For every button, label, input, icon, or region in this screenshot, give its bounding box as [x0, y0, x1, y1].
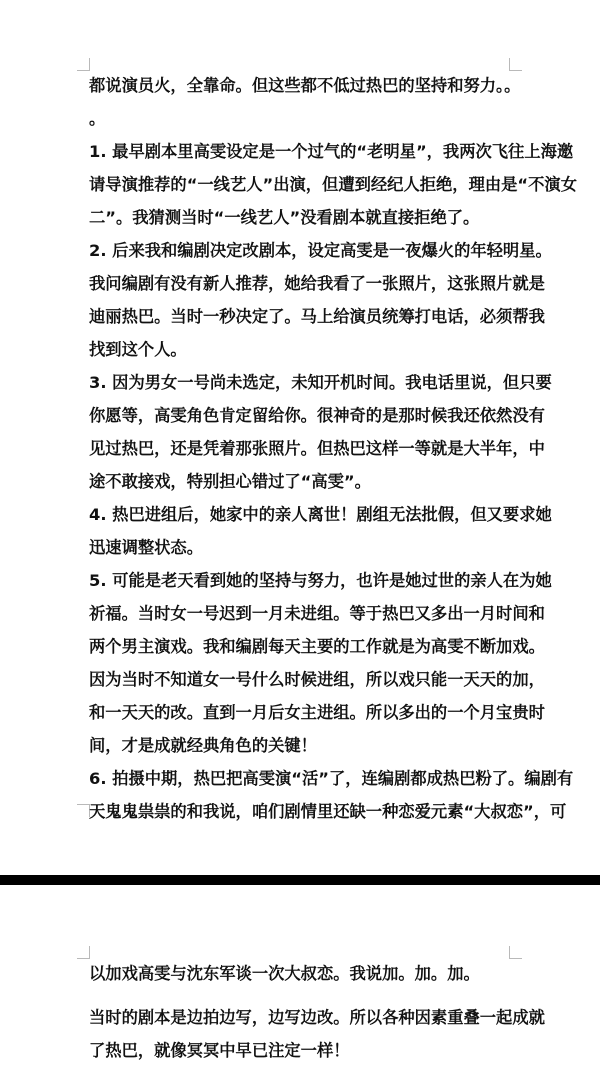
paragraph-gap [89, 996, 531, 1007]
page-corner-mark [77, 946, 90, 959]
text-line: 我问编剧有没有新人推荐，她给我看了一张照片，这张照片就是 [89, 274, 545, 293]
document-page-2 [0, 885, 600, 1081]
page-1-text [89, 75, 577, 834]
text-line: 迅速调整状态。 [89, 538, 203, 557]
page-corner-mark [77, 58, 90, 71]
page-separator [0, 875, 600, 885]
text-line: 天鬼鬼祟祟的和我说，咱们剧情里还缺一种恋爱元素“大叔恋”，可 [89, 802, 567, 821]
text-line: 4. 热巴进组后，她家中的亲人离世！剧组无法批假，但又要求她 [89, 505, 552, 524]
text-line: 和一天天的改。直到一月后女主进组。所以多出的一个月宝贵时 [89, 703, 545, 722]
text-line: 你愿等，高雯角色肯定留给你。很神奇的是那时候我还依然没有 [89, 406, 545, 425]
text-line: 请导演推荐的“一线艺人”出演，但遭到经纪人拒绝，理由是“不演女 [89, 175, 577, 194]
text-line: 迪丽热巴。当时一秒决定了。马上给演员统筹打电话，必须帮我 [89, 307, 545, 326]
text-line: 途不敢接戏，特别担心错过了“高雯”。 [89, 472, 371, 491]
text-line: 2. 后来我和编剧决定改剧本，设定高雯是一夜爆火的年轻明星。 [89, 241, 552, 260]
text-line: 祈福。当时女一号迟到一月未进组。等于热巴又多出一月时间和 [89, 604, 545, 623]
page-corner-mark [509, 946, 522, 959]
text-line: 间，才是成就经典角色的关键！ [89, 736, 317, 755]
page-corner-mark [509, 58, 522, 71]
text-line: 以加戏高雯与沈东军谈一次大叔恋。我说加。加。加。 [89, 964, 480, 983]
text-line: 1. 最早剧本里高雯设定是一个过气的“老明星”，我两次飞往上海邀 [89, 142, 574, 161]
text-line: 都说演员火，全靠命。但这些都不低过热巴的坚持和努力。。 [89, 76, 521, 95]
page-2-text [89, 963, 545, 1062]
text-line: 3. 因为男女一号尚未选定，未知开机时间。我电话里说，但只要 [89, 373, 552, 392]
text-line: 两个男主演戏。我和编剧每天主要的工作就是为高雯不断加戏。 [89, 637, 545, 656]
text-line: 见过热巴，还是凭着那张照片。但热巴这样一等就是大半年，中 [89, 439, 545, 458]
text-line: 二”。我猜测当时“一线艺人”没看剧本就直接拒绝了。 [89, 208, 480, 227]
text-line: 找到这个人。 [89, 340, 187, 359]
text-line: 了热巴，就像冥冥中早已注定一样！ [89, 1041, 350, 1060]
text-line: 5. 可能是老天看到她的坚持与努力，也许是她过世的亲人在为她 [89, 571, 552, 590]
text-line: 。 [89, 109, 106, 128]
text-line: 因为当时不知道女一号什么时候进组，所以戏只能一天天的加， [89, 670, 545, 689]
text-line: 当时的剧本是边拍边写，边写边改。所以各种因素重叠一起成就 [89, 1008, 545, 1027]
text-line: 6. 拍摄中期，热巴把高雯演“活”了，连编剧都成热巴粉了。编剧有 [89, 769, 574, 788]
